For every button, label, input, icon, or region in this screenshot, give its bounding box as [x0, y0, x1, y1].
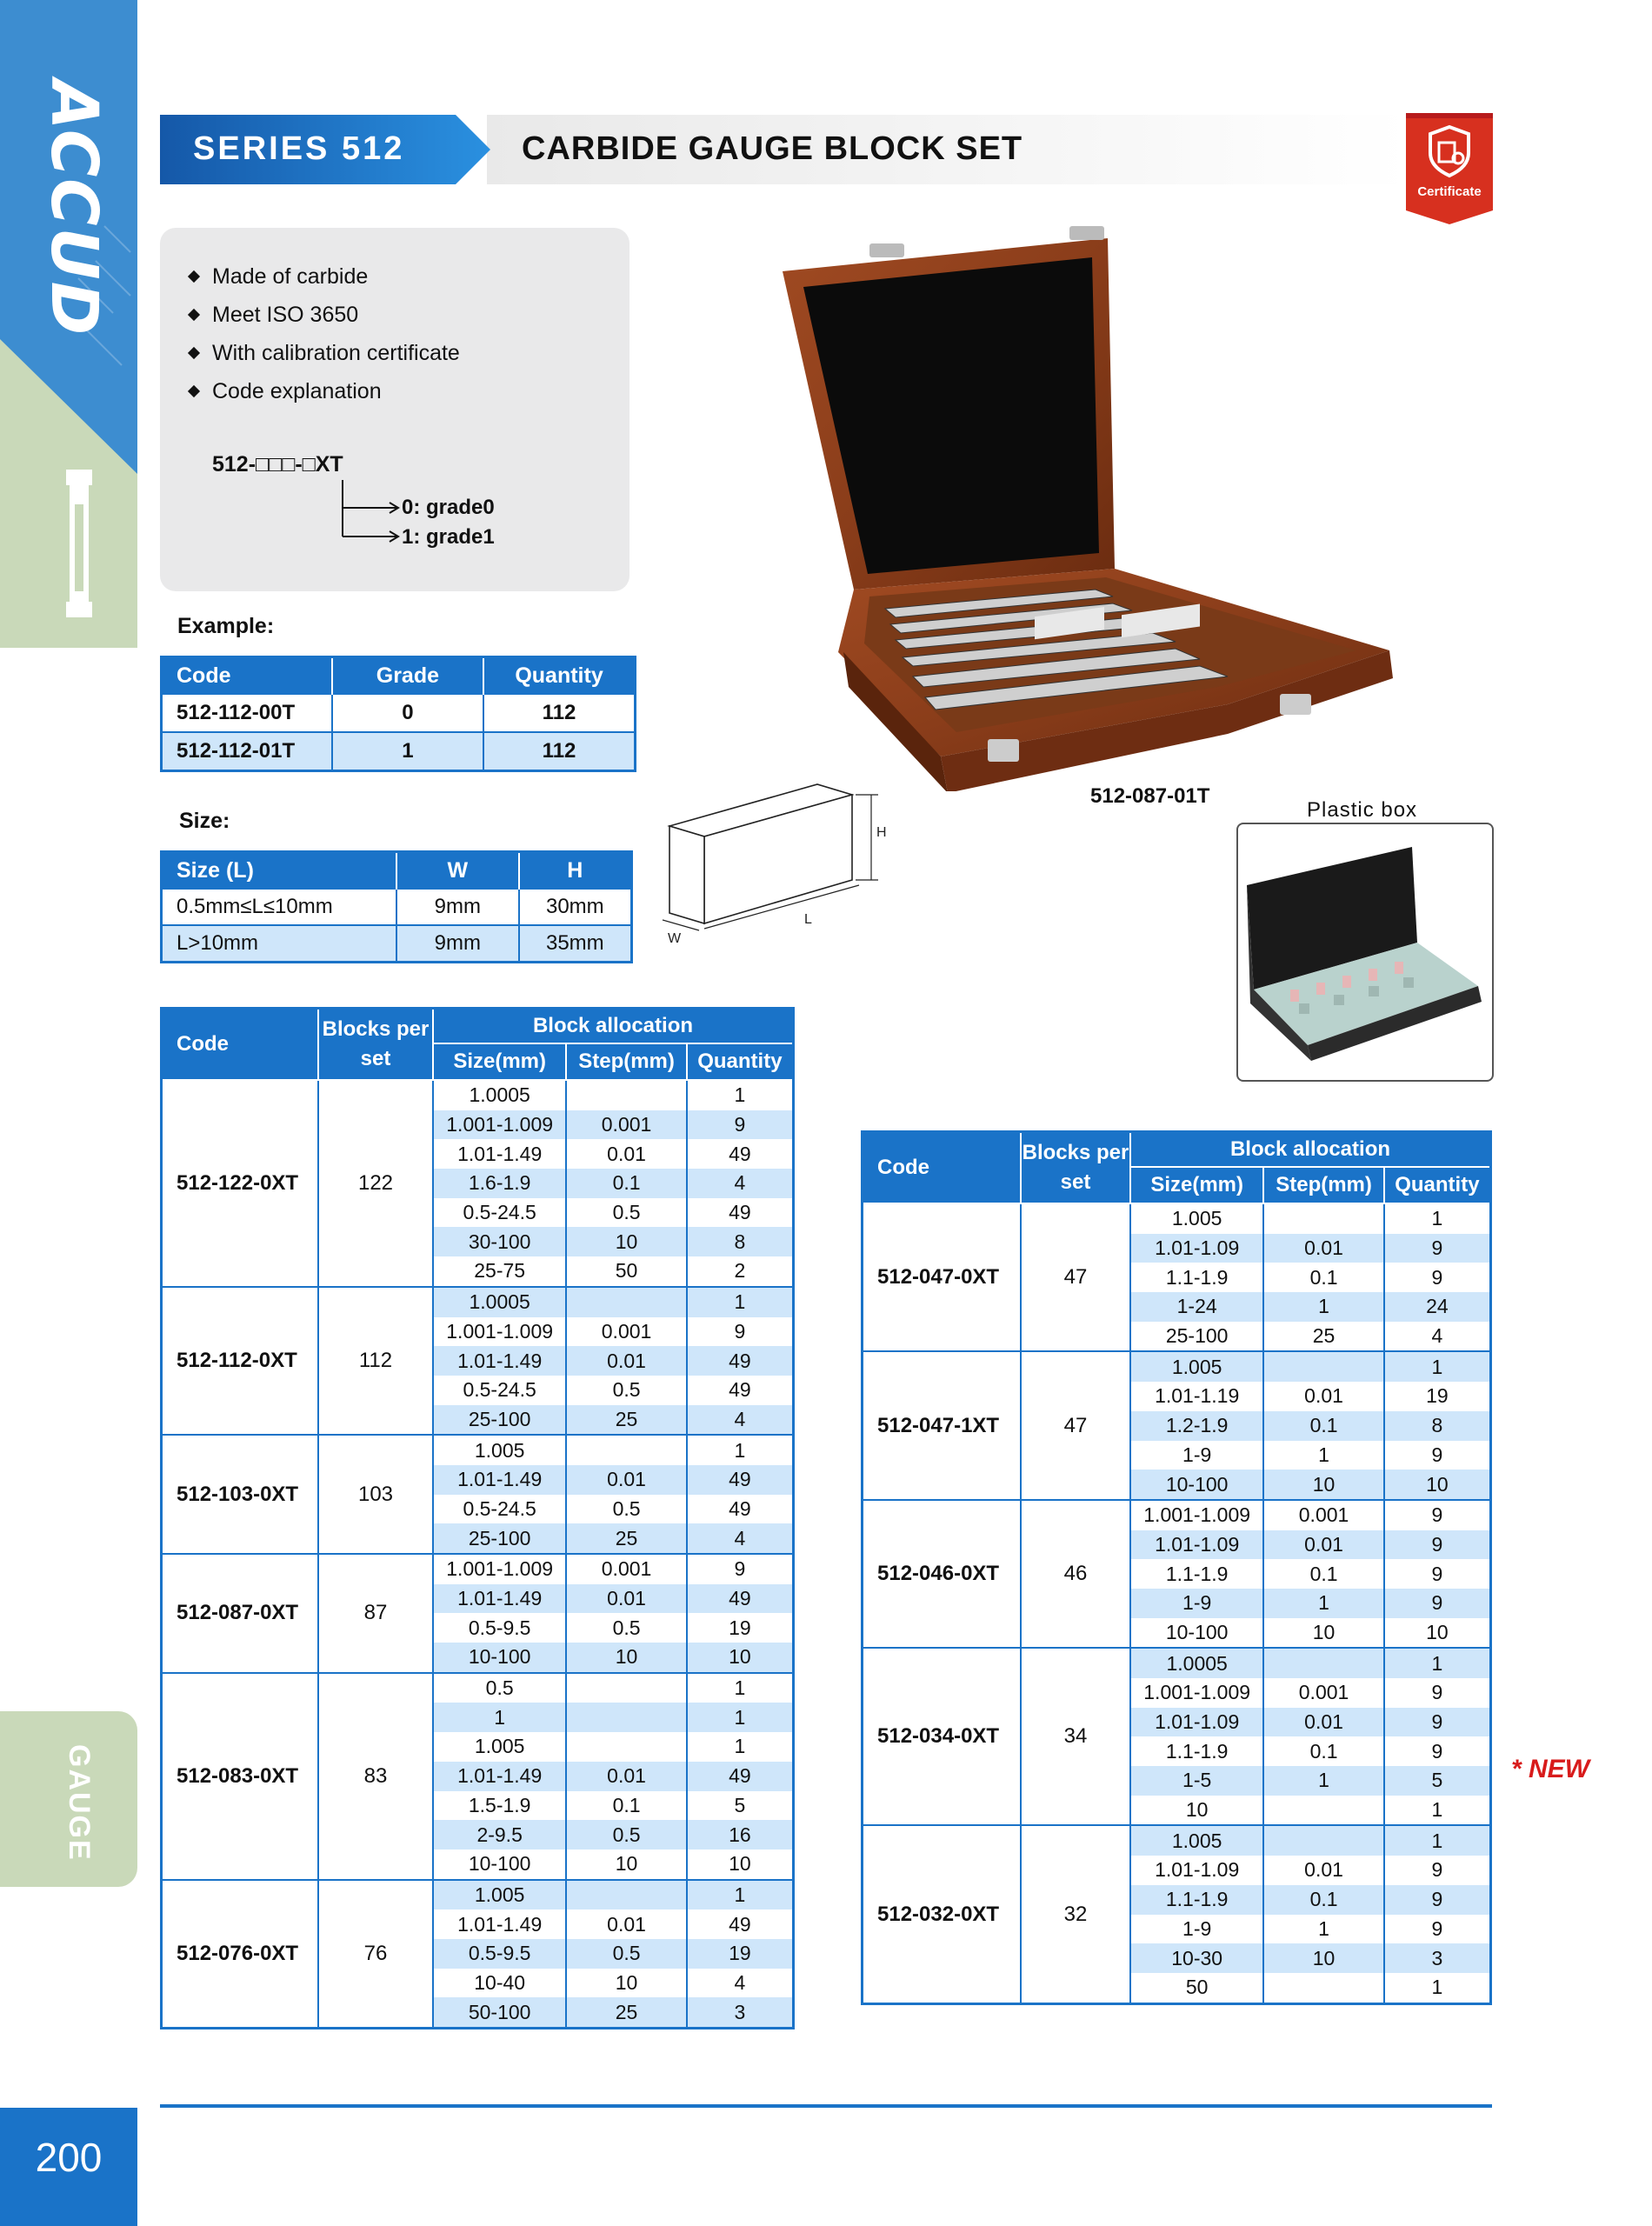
size-cell: 1.0005 — [1130, 1648, 1263, 1678]
size-cell: 10 — [1130, 1796, 1263, 1826]
title-bar — [487, 115, 1409, 184]
table-cell: 112 — [483, 694, 635, 732]
size-cell: 1.01-1.49 — [433, 1346, 566, 1376]
quantity-cell: 19 — [687, 1613, 794, 1643]
quantity-cell: 5 — [687, 1791, 794, 1821]
step-cell: 0.5 — [566, 1495, 686, 1524]
step-cell — [1263, 1648, 1383, 1678]
diagram-label-w: W — [668, 931, 682, 946]
table-header-row — [863, 1132, 1491, 1168]
step-cell: 1 — [1263, 1441, 1383, 1470]
quantity-cell: 49 — [687, 1465, 794, 1495]
column-header-quantity: Quantity — [687, 1043, 794, 1080]
step-cell: 10 — [1263, 1470, 1383, 1500]
size-cell: 1.0005 — [433, 1080, 566, 1110]
page-number-box — [0, 2108, 137, 2226]
quantity-cell: 49 — [687, 1198, 794, 1228]
set-code: 512-032-0XT — [863, 1825, 1022, 2003]
size-cell: 1.005 — [433, 1880, 566, 1910]
size-cell: 0.5 — [433, 1673, 566, 1703]
feature-item: Made of carbide — [190, 264, 368, 290]
table-row — [162, 1287, 794, 1317]
table-cell: 512-112-01T — [162, 732, 332, 771]
bottom-divider — [160, 2104, 1492, 2108]
size-cell: 1.2-1.9 — [1130, 1411, 1263, 1441]
set-code: 512-122-0XT — [162, 1080, 319, 1287]
size-cell: 1.01-1.49 — [433, 1762, 566, 1791]
table-row — [863, 1203, 1491, 1234]
blocks-per-set: 34 — [1021, 1648, 1130, 1825]
quantity-cell: 4 — [687, 1169, 794, 1198]
blocks-per-set: 122 — [318, 1080, 433, 1287]
step-cell: 0.1 — [1263, 1559, 1383, 1589]
table-body — [863, 1203, 1491, 2003]
column-header: Size (L) — [162, 852, 397, 890]
blocks-per-set: 83 — [318, 1673, 433, 1880]
size-cell: 50 — [1130, 1973, 1263, 2003]
column-header-code: Code — [162, 1009, 319, 1081]
size-cell: 1.1-1.9 — [1130, 1736, 1263, 1766]
block-allocation-table-left — [160, 1007, 795, 2029]
feature-item: With calibration certificate — [190, 341, 460, 366]
step-cell: 0.001 — [1263, 1678, 1383, 1708]
size-cell: 25-100 — [433, 1523, 566, 1554]
column-header-size: Size(mm) — [1130, 1167, 1263, 1203]
size-cell: 1-9 — [1130, 1441, 1263, 1470]
table-cell: 0 — [332, 694, 483, 732]
table-cell: 0.5mm≤L≤10mm — [162, 889, 397, 925]
quantity-cell: 9 — [1384, 1915, 1491, 1944]
step-cell: 10 — [566, 1227, 686, 1256]
quantity-cell: 1 — [1384, 1203, 1491, 1234]
table-header-row — [162, 657, 636, 695]
quantity-cell: 9 — [1384, 1856, 1491, 1885]
quantity-cell: 1 — [687, 1732, 794, 1762]
column-header-step: Step(mm) — [1263, 1167, 1383, 1203]
blocks-per-set: 112 — [318, 1287, 433, 1435]
set-code: 512-083-0XT — [162, 1673, 319, 1880]
quantity-cell: 49 — [687, 1495, 794, 1524]
size-cell: 0.5-24.5 — [433, 1495, 566, 1524]
section-tab-label: GAUGE — [63, 1744, 96, 1862]
new-badge: * NEW — [1511, 1755, 1590, 1783]
step-cell: 0.01 — [566, 1465, 686, 1495]
size-cell: 0.5-9.5 — [433, 1939, 566, 1969]
table-row — [162, 1673, 794, 1703]
column-header-allocation: Block allocation — [433, 1009, 794, 1044]
table-row — [162, 1080, 794, 1110]
size-cell: 1.005 — [433, 1435, 566, 1465]
size-cell: 25-75 — [433, 1256, 566, 1287]
quantity-cell: 1 — [687, 1287, 794, 1317]
table-row — [162, 925, 632, 963]
size-cell: 1-9 — [1130, 1915, 1263, 1944]
step-cell: 0.1 — [1263, 1263, 1383, 1292]
column-header-step: Step(mm) — [566, 1043, 686, 1080]
table-cell: 9mm — [396, 889, 519, 925]
step-cell: 25 — [566, 1997, 686, 2028]
step-cell — [566, 1435, 686, 1465]
step-cell: 0.001 — [566, 1110, 686, 1140]
block-allocation-table-right — [861, 1130, 1492, 2005]
quantity-cell: 9 — [1384, 1559, 1491, 1589]
feature-item: Code explanation — [190, 379, 382, 404]
quantity-cell: 49 — [687, 1909, 794, 1939]
column-header: Grade — [332, 657, 483, 695]
column-header-blocks: Blocks per set — [1021, 1132, 1130, 1204]
size-cell: 1.0005 — [433, 1287, 566, 1317]
size-cell: 1.5-1.9 — [433, 1791, 566, 1821]
set-code: 512-034-0XT — [863, 1648, 1022, 1825]
series-label: SERIES 512 — [193, 130, 405, 167]
size-cell: 10-100 — [433, 1849, 566, 1880]
size-cell: 1.6-1.9 — [433, 1169, 566, 1198]
quantity-cell: 9 — [1384, 1234, 1491, 1263]
table-row — [162, 1554, 794, 1584]
quantity-cell: 4 — [687, 1969, 794, 1998]
blocks-per-set: 47 — [1021, 1203, 1130, 1351]
step-cell: 1 — [1263, 1292, 1383, 1322]
code-explanation-lines — [160, 228, 629, 591]
set-code: 512-047-1XT — [863, 1351, 1022, 1499]
size-cell: 1.01-1.19 — [1130, 1382, 1263, 1411]
step-cell: 0.01 — [1263, 1382, 1383, 1411]
step-cell: 25 — [1263, 1322, 1383, 1352]
set-code: 512-076-0XT — [162, 1880, 319, 2029]
quantity-cell: 9 — [1384, 1678, 1491, 1708]
size-table — [160, 850, 633, 963]
step-cell: 0.5 — [566, 1376, 686, 1405]
column-header-quantity: Quantity — [1384, 1167, 1491, 1203]
table-row — [162, 1880, 794, 1910]
size-cell: 1.001-1.009 — [433, 1317, 566, 1347]
step-cell — [1263, 1351, 1383, 1382]
quantity-cell: 1 — [687, 1435, 794, 1465]
step-cell: 10 — [566, 1643, 686, 1673]
quantity-cell: 49 — [687, 1584, 794, 1614]
size-cell: 1.001-1.009 — [433, 1554, 566, 1584]
table-cell: 1 — [332, 732, 483, 771]
blocks-per-set: 87 — [318, 1554, 433, 1673]
quantity-cell: 10 — [687, 1849, 794, 1880]
quantity-cell: 1 — [687, 1703, 794, 1732]
step-cell — [566, 1080, 686, 1110]
quantity-cell: 9 — [1384, 1736, 1491, 1766]
column-header-size: Size(mm) — [433, 1043, 566, 1080]
quantity-cell: 24 — [1384, 1292, 1491, 1322]
size-cell: 50-100 — [433, 1997, 566, 2028]
quantity-cell: 9 — [1384, 1263, 1491, 1292]
size-cell: 0.5-24.5 — [433, 1198, 566, 1228]
table-row — [863, 1825, 1491, 1856]
column-header: H — [519, 852, 632, 890]
quantity-cell: 9 — [1384, 1441, 1491, 1470]
blocks-per-set: 47 — [1021, 1351, 1130, 1499]
set-code: 512-046-0XT — [863, 1500, 1022, 1648]
quantity-cell: 9 — [687, 1554, 794, 1584]
column-header: W — [396, 852, 519, 890]
step-cell: 0.01 — [1263, 1856, 1383, 1885]
size-cell: 1.001-1.009 — [433, 1110, 566, 1140]
page-title: CARBIDE GAUGE BLOCK SET — [522, 130, 1023, 167]
size-cell: 10-100 — [433, 1643, 566, 1673]
page-number: 200 — [35, 2135, 103, 2180]
diagram-label-l: L — [804, 912, 812, 927]
series-banner — [160, 115, 490, 184]
step-cell: 10 — [1263, 1618, 1383, 1649]
size-cell: 1.01-1.49 — [433, 1465, 566, 1495]
size-cell: 1.005 — [433, 1732, 566, 1762]
table-header-row — [162, 852, 632, 890]
step-cell: 0.01 — [1263, 1234, 1383, 1263]
size-cell: 0.5-24.5 — [433, 1376, 566, 1405]
quantity-cell: 9 — [1384, 1530, 1491, 1560]
certificate-badge — [1406, 113, 1493, 224]
quantity-cell: 10 — [1384, 1470, 1491, 1500]
table-cell: L>10mm — [162, 925, 397, 963]
quantity-cell: 49 — [687, 1762, 794, 1791]
section-tab-gauge[interactable] — [0, 1711, 137, 1887]
quantity-cell: 10 — [687, 1643, 794, 1673]
size-cell: 1.01-1.49 — [433, 1909, 566, 1939]
grade1-note: 1: grade1 — [402, 525, 495, 549]
step-cell: 10 — [566, 1969, 686, 1998]
size-cell: 10-40 — [433, 1969, 566, 1998]
quantity-cell: 2 — [687, 1256, 794, 1287]
size-cell: 0.5-9.5 — [433, 1613, 566, 1643]
certificate-label: Certificate — [1417, 184, 1482, 199]
quantity-cell: 10 — [1384, 1618, 1491, 1649]
blocks-per-set: 103 — [318, 1435, 433, 1554]
step-cell: 1 — [1263, 1589, 1383, 1618]
table-cell: 9mm — [396, 925, 519, 963]
size-cell: 25-100 — [1130, 1322, 1263, 1352]
step-cell: 50 — [566, 1256, 686, 1287]
step-cell — [566, 1732, 686, 1762]
column-header-allocation: Block allocation — [1130, 1132, 1491, 1168]
step-cell: 0.01 — [566, 1584, 686, 1614]
quantity-cell: 9 — [1384, 1500, 1491, 1530]
quantity-cell: 1 — [687, 1880, 794, 1910]
quantity-cell: 1 — [1384, 1351, 1491, 1382]
size-cell: 1.01-1.09 — [1130, 1530, 1263, 1560]
plastic-box-image — [1236, 823, 1494, 1082]
quantity-cell: 9 — [1384, 1708, 1491, 1737]
step-cell: 0.01 — [566, 1762, 686, 1791]
size-cell: 1-24 — [1130, 1292, 1263, 1322]
step-cell — [566, 1673, 686, 1703]
size-cell: 10-30 — [1130, 1943, 1263, 1973]
gauge-block-diagram — [643, 774, 904, 948]
step-cell: 10 — [566, 1849, 686, 1880]
step-cell — [566, 1880, 686, 1910]
quantity-cell: 9 — [687, 1110, 794, 1140]
quantity-cell: 49 — [687, 1376, 794, 1405]
size-cell: 1.1-1.9 — [1130, 1559, 1263, 1589]
quantity-cell: 19 — [687, 1939, 794, 1969]
set-code: 512-112-0XT — [162, 1287, 319, 1435]
size-cell: 1.01-1.49 — [433, 1584, 566, 1614]
quantity-cell: 49 — [687, 1346, 794, 1376]
diagram-label-h: H — [876, 825, 887, 840]
size-cell: 2-9.5 — [433, 1820, 566, 1849]
set-code: 512-087-0XT — [162, 1554, 319, 1673]
wooden-case-image — [783, 217, 1409, 791]
step-cell: 0.01 — [566, 1139, 686, 1169]
size-cell: 1.001-1.009 — [1130, 1678, 1263, 1708]
step-cell: 0.01 — [566, 1909, 686, 1939]
size-cell: 1-5 — [1130, 1766, 1263, 1796]
size-cell: 1.01-1.09 — [1130, 1856, 1263, 1885]
step-cell: 1 — [1263, 1915, 1383, 1944]
size-cell: 1.01-1.09 — [1130, 1708, 1263, 1737]
step-cell: 0.5 — [566, 1198, 686, 1228]
step-cell: 0.01 — [1263, 1530, 1383, 1560]
blocks-per-set: 76 — [318, 1880, 433, 2029]
step-cell — [1263, 1796, 1383, 1826]
brand-logo: ACCUD — [37, 80, 111, 337]
step-cell — [566, 1287, 686, 1317]
step-cell: 10 — [1263, 1943, 1383, 1973]
example-label: Example: — [177, 614, 275, 638]
step-cell: 0.5 — [566, 1613, 686, 1643]
size-cell: 1.005 — [1130, 1351, 1263, 1382]
size-cell: 1.1-1.9 — [1130, 1263, 1263, 1292]
column-header-code: Code — [863, 1132, 1022, 1204]
table-row — [162, 889, 632, 925]
quantity-cell: 16 — [687, 1820, 794, 1849]
size-cell: 10-100 — [1130, 1470, 1263, 1500]
quantity-cell: 1 — [1384, 1648, 1491, 1678]
size-cell: 25-100 — [433, 1405, 566, 1436]
size-cell: 1 — [433, 1703, 566, 1732]
quantity-cell: 1 — [687, 1080, 794, 1110]
table-row — [162, 1435, 794, 1465]
feature-box — [160, 228, 629, 591]
table-cell: 512-112-00T — [162, 694, 332, 732]
size-cell: 1.01-1.09 — [1130, 1234, 1263, 1263]
quantity-cell: 8 — [687, 1227, 794, 1256]
step-cell: 0.1 — [1263, 1736, 1383, 1766]
size-cell: 1.005 — [1130, 1203, 1263, 1234]
size-cell: 1.001-1.009 — [1130, 1500, 1263, 1530]
step-cell: 0.01 — [1263, 1708, 1383, 1737]
case-caption: 512-087-01T — [1090, 784, 1210, 808]
step-cell: 0.001 — [1263, 1500, 1383, 1530]
quantity-cell: 4 — [687, 1523, 794, 1554]
table-row — [863, 1351, 1491, 1382]
quantity-cell: 1 — [1384, 1973, 1491, 2003]
step-cell: 0.001 — [566, 1317, 686, 1347]
blocks-per-set: 46 — [1021, 1500, 1130, 1648]
step-cell: 0.01 — [566, 1346, 686, 1376]
step-cell: 0.1 — [1263, 1885, 1383, 1915]
step-cell — [1263, 1825, 1383, 1856]
size-cell: 10-100 — [1130, 1618, 1263, 1649]
code-template: 512-□□□-□XT — [212, 452, 343, 477]
quantity-cell: 1 — [1384, 1825, 1491, 1856]
set-code: 512-047-0XT — [863, 1203, 1022, 1351]
new-badge-text: NEW — [1529, 1755, 1590, 1783]
size-cell: 1-9 — [1130, 1589, 1263, 1618]
step-cell: 0.001 — [566, 1554, 686, 1584]
step-cell: 0.5 — [566, 1820, 686, 1849]
step-cell: 25 — [566, 1523, 686, 1554]
quantity-cell: 19 — [1384, 1382, 1491, 1411]
quantity-cell: 4 — [687, 1405, 794, 1436]
size-cell: 1.1-1.9 — [1130, 1885, 1263, 1915]
table-cell: 35mm — [519, 925, 632, 963]
quantity-cell: 49 — [687, 1139, 794, 1169]
size-label: Size: — [179, 809, 230, 833]
step-cell: 1 — [1263, 1766, 1383, 1796]
step-cell: 0.5 — [566, 1939, 686, 1969]
quantity-cell: 5 — [1384, 1766, 1491, 1796]
quantity-cell: 4 — [1384, 1322, 1491, 1352]
blocks-per-set: 32 — [1021, 1825, 1130, 2003]
step-cell: 25 — [566, 1405, 686, 1436]
step-cell: 0.1 — [566, 1791, 686, 1821]
quantity-cell: 9 — [1384, 1589, 1491, 1618]
table-row — [162, 732, 636, 771]
quantity-cell: 8 — [1384, 1411, 1491, 1441]
size-cell: 1.005 — [1130, 1825, 1263, 1856]
column-header-blocks: Blocks per set — [318, 1009, 433, 1081]
step-cell — [1263, 1203, 1383, 1234]
feature-item: Meet ISO 3650 — [190, 303, 358, 328]
table-header-row — [162, 1009, 794, 1044]
quantity-cell: 9 — [687, 1317, 794, 1347]
table-cell: 112 — [483, 732, 635, 771]
quantity-cell: 9 — [1384, 1885, 1491, 1915]
step-cell: 0.1 — [1263, 1411, 1383, 1441]
table-cell: 30mm — [519, 889, 632, 925]
quantity-cell: 3 — [687, 1997, 794, 2028]
size-cell: 30-100 — [433, 1227, 566, 1256]
column-header: Code — [162, 657, 332, 695]
set-code: 512-103-0XT — [162, 1435, 319, 1554]
step-cell: 0.1 — [566, 1169, 686, 1198]
size-cell: 1.01-1.49 — [433, 1139, 566, 1169]
quantity-cell: 3 — [1384, 1943, 1491, 1973]
table-row — [162, 694, 636, 732]
quantity-cell: 1 — [687, 1673, 794, 1703]
step-cell — [1263, 1973, 1383, 2003]
step-cell — [566, 1703, 686, 1732]
plastic-box-caption: Plastic box — [1307, 798, 1418, 822]
grade0-note: 0: grade0 — [402, 496, 495, 519]
table-row — [863, 1648, 1491, 1678]
quantity-cell: 1 — [1384, 1796, 1491, 1826]
column-header: Quantity — [483, 657, 635, 695]
example-table — [160, 656, 636, 772]
sidebar-brand-panel — [0, 0, 137, 648]
table-body — [162, 1080, 794, 2029]
table-row — [863, 1500, 1491, 1530]
